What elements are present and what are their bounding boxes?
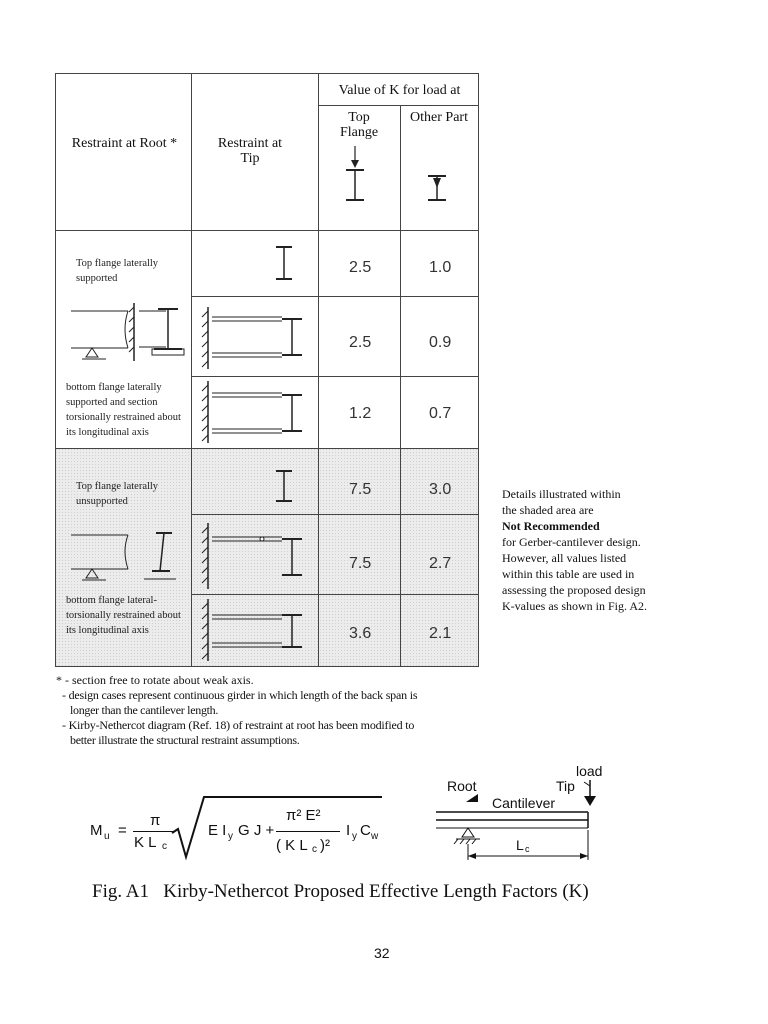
k-value: 2.1 — [429, 625, 452, 642]
formula-kl: K L — [134, 834, 157, 851]
k-top-row1 — [318, 230, 401, 297]
k-factor-table — [55, 73, 479, 667]
header-value-k — [318, 73, 479, 106]
note-line: for Gerber-cantilever design. — [502, 535, 641, 549]
tip-restraint-diagram-6 — [198, 597, 318, 667]
k-value: 0.9 — [429, 334, 452, 351]
cantilever-beam-sketch — [436, 760, 616, 870]
i-beam-load-top-icon — [341, 146, 381, 226]
k-value: 7.5 — [349, 555, 372, 572]
cantilever-diagram — [436, 760, 616, 870]
label-load: load — [576, 763, 603, 779]
label-lc-sub: c — [525, 844, 530, 854]
tip-cell-3 — [191, 376, 319, 449]
root-restraint-diagram-supported — [66, 303, 196, 373]
label-tip: Tip — [556, 778, 575, 794]
formula-equals: = — [118, 822, 127, 839]
formula-den-end: )² — [320, 837, 330, 854]
label-root: Root — [447, 778, 477, 794]
k-value: 2.5 — [349, 259, 372, 276]
k-top-row4 — [318, 448, 401, 515]
formula-ei: E I — [208, 822, 227, 839]
formula-y-sub: y — [352, 831, 357, 842]
formula-denominator: ( K L — [276, 837, 308, 854]
header-top-flange-text: Top Flange — [339, 110, 379, 140]
formula-m-sub: u — [104, 831, 110, 842]
k-value: 3.0 — [429, 481, 452, 498]
section-label-bottom-flange-lateral-torsional: bottom flange lateral-torsionally restrained about its longitudinal axis — [66, 595, 181, 636]
k-other-row6 — [400, 594, 479, 667]
tip-cell-6 — [191, 594, 319, 667]
i-beam-icon — [274, 469, 304, 509]
k-value: 1.2 — [349, 405, 372, 422]
tip-restraint-diagram-2 — [198, 303, 318, 373]
note-line: However, all values listed — [502, 551, 627, 565]
moment-formula — [90, 795, 390, 865]
header-other-part-text: Other Part — [410, 110, 468, 125]
k-other-row1 — [400, 230, 479, 297]
k-value: 1.0 — [429, 259, 452, 276]
formula-c-sub: c — [312, 844, 317, 855]
header-other-part — [400, 105, 479, 231]
fraction-bar — [276, 831, 340, 832]
tip-cell-5 — [191, 514, 319, 595]
tip-restraint-diagram-5 — [198, 521, 318, 591]
footnotes — [56, 673, 496, 748]
section-label-bottom-flange-supported: bottom flange laterally supported and section torsionally restrained about its longitudinal axis — [66, 382, 181, 438]
section-label-top-flange-unsupported: Top flange laterally unsupported — [76, 481, 159, 507]
note-line: within this table are used in — [502, 567, 635, 581]
shaded-area-note — [502, 486, 702, 614]
note-not-recommended: Not Recommended — [502, 519, 600, 533]
footnote: better illustrate the structural restraint assumptions. — [70, 733, 300, 747]
figure-caption: Fig. A1 Kirby-Nethercot Proposed Effective Length Factors (K) — [92, 881, 589, 902]
k-top-row2 — [318, 296, 401, 377]
k-value: 2.7 — [429, 555, 452, 572]
k-other-row3 — [400, 376, 479, 449]
note-line: K-values as shown in Fig. A2. — [502, 599, 647, 613]
formula-pi: π — [150, 812, 161, 829]
note-line: the shaded area are — [502, 503, 594, 517]
header-restraint-root-text: Restraint at Root * — [71, 136, 178, 151]
k-other-row2 — [400, 296, 479, 377]
note-line: Details illustrated within — [502, 487, 621, 501]
k-value: 0.7 — [429, 405, 452, 422]
formula-c-sub: c — [162, 841, 167, 852]
footnote: * - section free to rotate about weak axis. — [56, 673, 254, 687]
k-value: 3.6 — [349, 625, 372, 642]
label-cantilever: Cantilever — [492, 795, 556, 811]
root-restraint-diagram-unsupported — [66, 527, 196, 597]
tip-cell-2 — [191, 296, 319, 377]
section-unsupported-root — [55, 448, 192, 667]
formula-pi2e2: π² E² — [286, 807, 321, 824]
section-label-top-flange-supported: Top flange laterally supported — [76, 258, 159, 284]
tip-cell-1 — [191, 230, 319, 297]
k-top-row6 — [318, 594, 401, 667]
k-other-row4 — [400, 448, 479, 515]
tip-restraint-diagram-3 — [198, 379, 318, 449]
formula-c: C — [360, 822, 371, 839]
k-value: 2.5 — [349, 334, 372, 351]
formula-y-sub: y — [228, 831, 233, 842]
k-top-row5 — [318, 514, 401, 595]
header-restraint-tip-text: Restraint at Tip — [217, 136, 283, 166]
label-lc: L — [516, 837, 524, 853]
i-beam-icon — [274, 245, 304, 285]
header-restraint-root — [55, 73, 192, 231]
footnote: - design cases represent continuous girder in which length of the back span is — [62, 688, 418, 702]
header-top-flange — [318, 105, 401, 231]
page-number: 32 — [374, 945, 390, 961]
k-other-row5 — [400, 514, 479, 595]
note-line: assessing the proposed design — [502, 583, 646, 597]
header-restraint-tip — [191, 73, 319, 231]
footnote: - Kirby-Nethercot diagram (Ref. 18) of restraint at root has been modified to — [62, 718, 415, 732]
formula-gj: G J + — [238, 822, 275, 839]
formula-w-sub: w — [371, 831, 379, 842]
section-supported-root — [55, 230, 192, 449]
k-value: 7.5 — [349, 481, 372, 498]
i-beam-load-web-icon — [423, 146, 463, 226]
tip-cell-4 — [191, 448, 319, 515]
formula-i: I — [346, 822, 351, 839]
k-top-row3 — [318, 376, 401, 449]
footnote: longer than the cantilever length. — [70, 703, 219, 717]
header-value-k-text: Value of K for load at — [338, 83, 461, 98]
formula-m: M — [90, 822, 103, 839]
